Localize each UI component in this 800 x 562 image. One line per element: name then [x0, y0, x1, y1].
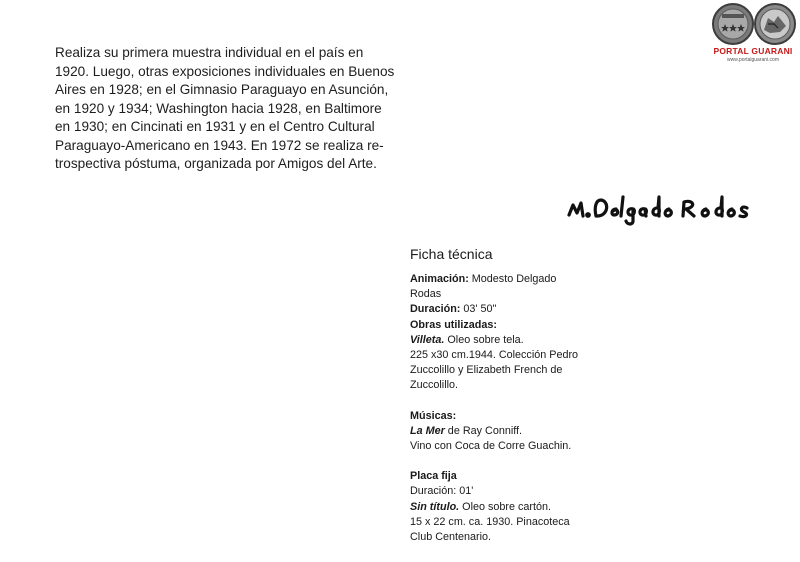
duracion-label: Duración: — [410, 303, 461, 316]
musica-rest: de Ray Conniff. — [444, 424, 523, 437]
duracion-line — [410, 302, 600, 317]
animacion-value-continued: Rodas — [410, 288, 442, 301]
spacer — [410, 394, 600, 409]
obra-line — [410, 333, 600, 348]
obras-label: Obras utilizadas: — [410, 318, 497, 331]
logo-title: PORTAL GUARANI — [713, 46, 793, 56]
placa-desc: Oleo sobre cartón. — [459, 500, 552, 513]
animacion-value: Modesto Delgado — [468, 273, 557, 285]
animacion-label: Animación: — [410, 273, 469, 285]
logo-emblems-icon — [708, 2, 798, 46]
handwritten-signature — [563, 185, 753, 230]
bio-line: Paraguayo-Americano en 1943. En 1972 se realiza re- — [55, 137, 384, 153]
spacer — [410, 454, 600, 469]
placa-line — [410, 500, 600, 515]
bio-line: en 1930; en Cincinati en 1931 y en el Centro Cultural — [55, 119, 375, 134]
biography-paragraph — [55, 44, 415, 174]
bio-line: Realiza su primera muestra individual en el país en — [55, 45, 364, 60]
obra-details: 225 x30 cm.1944. Colección Pedro — [410, 349, 579, 362]
placa-duracion: Duración: 01' — [410, 485, 474, 498]
musicas-label: Músicas: — [410, 409, 457, 422]
bio-line: 1920. Luego, otras exposiciones individuales en Buenos — [55, 63, 395, 79]
animacion-line — [410, 272, 600, 287]
placa-details: 15 x 22 cm. ca. 1930. Pinacoteca — [410, 515, 570, 528]
musica-title: La Mer — [410, 424, 445, 437]
bio-line: en 1920 y 1934; Washington hacia 1928, en Baltimore — [55, 100, 382, 116]
technical-sheet-title: Ficha técnica — [410, 246, 493, 262]
bio-line: trospectiva póstuma, organizada por Amigos del Arte. — [55, 156, 377, 171]
placa-details: Club Centenario. — [410, 531, 492, 544]
obra-title: Villeta. — [410, 333, 445, 346]
logo-url: www.portalguarani.com — [727, 57, 779, 63]
duracion-value: 03' 50" — [460, 303, 497, 316]
obra-desc: Oleo sobre tela. — [444, 333, 524, 346]
musica-line: Vino con Coca de Corre Guachin. — [410, 440, 572, 453]
musica-line — [410, 424, 600, 439]
bio-line: Aires en 1928; en el Gimnasio Paraguayo en Asunción, — [55, 82, 389, 97]
placa-label: Placa fija — [410, 470, 457, 483]
obra-details: Zuccolillo y Elizabeth French de — [410, 364, 563, 377]
portal-guarani-logo — [708, 2, 798, 68]
placa-title: Sin título. — [410, 500, 460, 513]
obra-details: Zuccolillo. — [410, 379, 459, 392]
technical-sheet — [410, 246, 600, 545]
